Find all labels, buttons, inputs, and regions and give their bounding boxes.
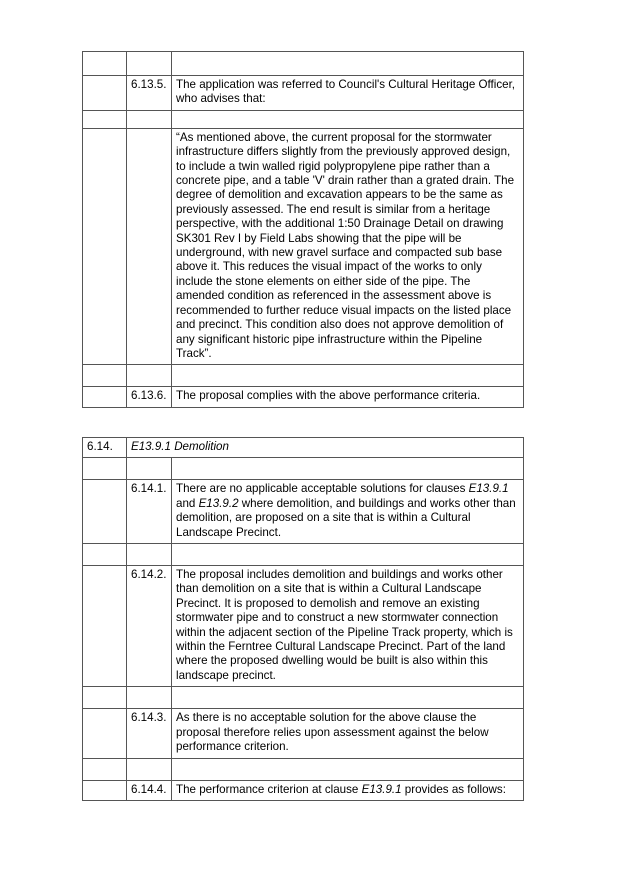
clause-text: The performance criterion at clause E13.9.1 provides as follows: xyxy=(172,780,524,800)
row-6-14-3 xyxy=(83,709,524,758)
clause-number: 6.14.2. xyxy=(127,566,172,687)
clause-text: The proposal complies with the above performance criteria. xyxy=(172,387,524,407)
heritage-officer-quote: “As mentioned above, the current proposal for the stormwater infrastructure differs slightly from the previously approved design, to include a twin walled rigid polypropylene pipe rather than a concrete pipe, and a table 'V' drain rather than a grated drain. The degree of demolition and excavation appears to be the same as previously assessed. The end result is similar from a heritage perspective, with the additional 1:50 Drainage Detail on drawing SK301 Rev I by Field Labs showing that the pipe will be underground, with new gravel surface and compacted sub base above it. This reduces the visual impact of the works to only include the stone elements on either side of the pipe. The amended condition as referenced in the assessment above is recommended to further reduce visual impacts on the listed place and precinct. This condition also does not approve demolition of any significant historic pipe infrastructure within the Pipeline Track”. xyxy=(172,128,524,365)
spacer-row xyxy=(83,52,524,76)
row-6-14-2 xyxy=(83,566,524,687)
row-6-14-1 xyxy=(83,480,524,544)
spacer-row xyxy=(83,110,524,128)
clause-number: 6.14.3. xyxy=(127,709,172,758)
section-heading-row xyxy=(83,438,524,458)
spacer-row xyxy=(83,365,524,387)
heritage-table xyxy=(82,51,524,408)
spacer-row xyxy=(83,544,524,566)
section-title: E13.9.1 Demolition xyxy=(127,438,524,458)
row-6-13-5 xyxy=(83,76,524,111)
clause-text: The proposal includes demolition and buildings and works other than demolition on a site that is within a Cultural Landscape Precinct. It is proposed to demolish and remove an existing stormwater pipe and to construct a new stormwater connection within the adjacent section of the Pipeline Track property, which is within the Ferntree Cultural Landscape Precinct. Part of the land where the proposed dwelling would be built is also within this landscape precinct. xyxy=(172,566,524,687)
row-6-13-6 xyxy=(83,387,524,407)
clause-reference: E13.9.1 xyxy=(468,482,509,496)
clause-number: 6.13.5. xyxy=(127,76,172,111)
demolition-table xyxy=(82,437,524,801)
row-heritage-quote xyxy=(83,128,524,365)
clause-reference: E13.9.2 xyxy=(198,496,239,510)
row-6-14-4 xyxy=(83,780,524,800)
clause-number: 6.14.4. xyxy=(127,780,172,800)
clause-text: There are no applicable acceptable solutions for clauses E13.9.1 and E13.9.2 where demolition, and buildings and works other than demolition, are proposed on a site that is within a Cultural Landscape Precinct. xyxy=(172,480,524,544)
section-number: 6.14. xyxy=(83,438,127,458)
spacer-row xyxy=(83,758,524,780)
clause-reference: E13.9.1 xyxy=(361,782,402,796)
clause-number: 6.13.6. xyxy=(127,387,172,407)
spacer-row xyxy=(83,687,524,709)
clause-text: The application was referred to Council's Cultural Heritage Officer, who advises that: xyxy=(172,76,524,111)
clause-text: As there is no acceptable solution for the above clause the proposal therefore relies upon assessment against the below performance criterion. xyxy=(172,709,524,758)
clause-number: 6.14.1. xyxy=(127,480,172,544)
spacer-row xyxy=(83,458,524,480)
